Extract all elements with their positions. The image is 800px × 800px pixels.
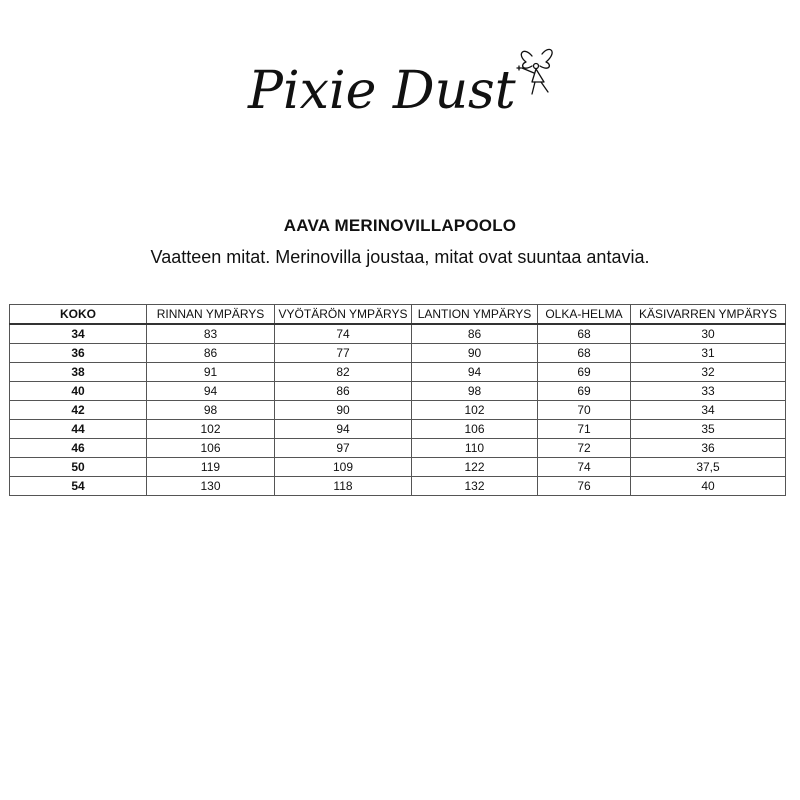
table-cell: 72	[538, 439, 631, 458]
size-cell: 36	[10, 344, 147, 363]
measurement-note: Vaatteen mitat. Merinovilla joustaa, mitat ovat suuntaa antavia.	[150, 247, 650, 267]
logo-text: Pixie Dust	[248, 61, 516, 121]
table-cell: 94	[412, 363, 538, 382]
table-cell: 119	[147, 458, 275, 477]
table-cell: 97	[275, 439, 412, 458]
table-cell: 94	[147, 382, 275, 401]
size-cell: 42	[10, 401, 147, 420]
table-row	[10, 477, 786, 496]
column-header-chest: RINNAN YMPÄRYS	[147, 305, 275, 325]
size-cell: 34	[10, 324, 147, 344]
table-cell: 90	[412, 344, 538, 363]
table-cell: 106	[412, 420, 538, 439]
table-cell: 35	[631, 420, 786, 439]
size-cell: 44	[10, 420, 147, 439]
table-cell: 83	[147, 324, 275, 344]
table-cell: 122	[412, 458, 538, 477]
table-row	[10, 344, 786, 363]
table-cell: 102	[147, 420, 275, 439]
table-header-row	[10, 305, 786, 325]
table-cell: 68	[538, 344, 631, 363]
size-chart-table	[9, 304, 786, 496]
size-cell: 54	[10, 477, 147, 496]
table-cell: 68	[538, 324, 631, 344]
fairy-icon	[517, 49, 552, 94]
table-cell: 91	[147, 363, 275, 382]
logo-graphic	[240, 40, 570, 130]
table-cell: 82	[275, 363, 412, 382]
table-cell: 90	[275, 401, 412, 420]
column-header-hip: LANTION YMPÄRYS	[412, 305, 538, 325]
column-header-waist: VYÖTÄRÖN YMPÄRYS	[275, 305, 412, 325]
table-row	[10, 439, 786, 458]
table-cell: 34	[631, 401, 786, 420]
table-cell: 74	[538, 458, 631, 477]
table-cell: 86	[412, 324, 538, 344]
column-header-shoulder-hem: OLKA-HELMA	[538, 305, 631, 325]
table-row	[10, 420, 786, 439]
table-cell: 102	[412, 401, 538, 420]
size-cell: 46	[10, 439, 147, 458]
table-cell: 132	[412, 477, 538, 496]
table-cell: 130	[147, 477, 275, 496]
column-header-arm: KÄSIVARREN YMPÄRYS	[631, 305, 786, 325]
table-cell: 30	[631, 324, 786, 344]
table-cell: 94	[275, 420, 412, 439]
size-cell: 40	[10, 382, 147, 401]
table-cell: 74	[275, 324, 412, 344]
size-cell: 50	[10, 458, 147, 477]
table-cell: 86	[147, 344, 275, 363]
table-cell: 106	[147, 439, 275, 458]
table-row	[10, 458, 786, 477]
table-cell: 98	[147, 401, 275, 420]
table-cell: 37,5	[631, 458, 786, 477]
table-row	[10, 363, 786, 382]
table-cell: 70	[538, 401, 631, 420]
table-cell: 69	[538, 363, 631, 382]
table-cell: 77	[275, 344, 412, 363]
table-cell: 40	[631, 477, 786, 496]
product-title: AAVA MERINOVILLAPOOLO	[283, 216, 517, 235]
table-row	[10, 324, 786, 344]
size-cell: 38	[10, 363, 147, 382]
column-header-size: KOKO	[10, 305, 147, 325]
table-cell: 69	[538, 382, 631, 401]
table-cell: 31	[631, 344, 786, 363]
table-cell: 32	[631, 363, 786, 382]
brand-logo	[240, 40, 570, 130]
table-cell: 86	[275, 382, 412, 401]
table-cell: 76	[538, 477, 631, 496]
table-row	[10, 382, 786, 401]
table-cell: 118	[275, 477, 412, 496]
table-cell: 98	[412, 382, 538, 401]
table-row	[10, 401, 786, 420]
table-cell: 36	[631, 439, 786, 458]
table-cell: 71	[538, 420, 631, 439]
table-cell: 33	[631, 382, 786, 401]
table-cell: 110	[412, 439, 538, 458]
table-cell: 109	[275, 458, 412, 477]
